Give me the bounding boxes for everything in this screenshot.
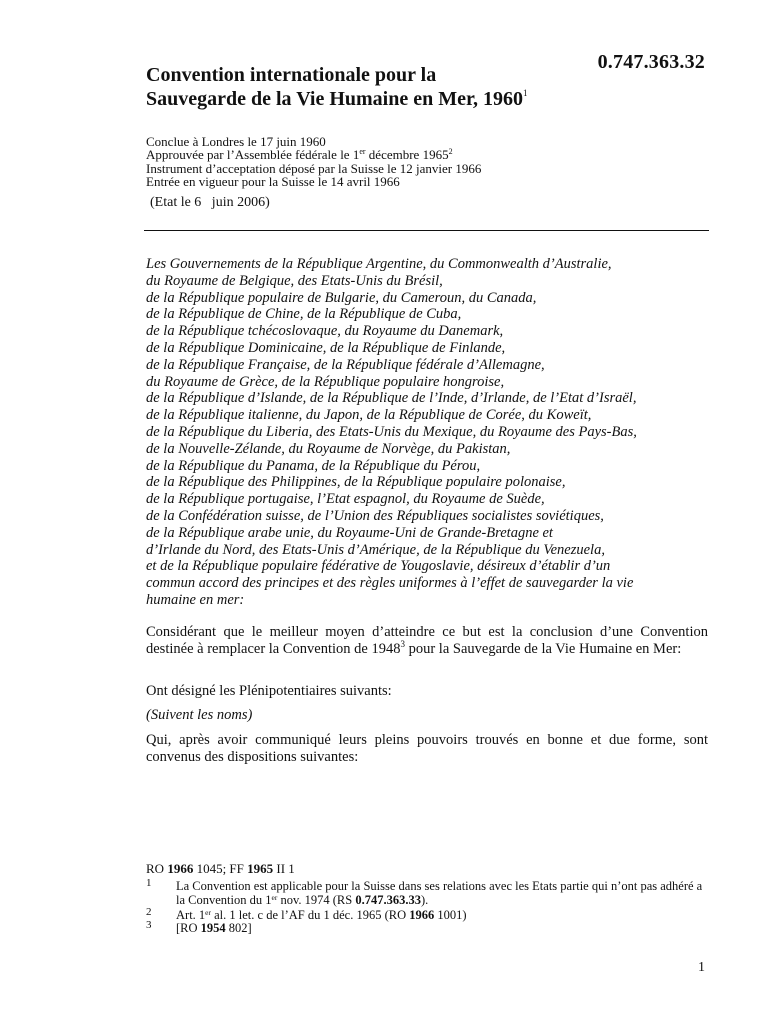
state-date: (Etat le 6 juin 2006): [150, 195, 270, 210]
footnote-text-part: nov. 1974 (RS: [277, 892, 356, 907]
title-line-1: Convention internationale pour la: [146, 64, 437, 86]
approved-ordinal: er: [359, 147, 366, 157]
footnote-text-part: Art. 1: [176, 908, 206, 922]
footnote-ref-1[interactable]: 1: [523, 88, 528, 98]
preamble-line: de la République d’Islande, de la République de l’Inde, d’Irlande, de l’Etat d’Israël,: [146, 390, 637, 407]
publication-reference: [146, 861, 295, 877]
document-title: [146, 63, 616, 111]
ro-prefix: RO: [146, 861, 168, 876]
page-number: 1: [698, 960, 705, 975]
preamble-line: de la République italienne, du Japon, de la République de Corée, du Koweït,: [146, 407, 592, 424]
agreed-paragraph: Qui, après avoir communiqué leurs pleins pouvoirs trouvés en bonne et due forme, sont convenus des dispositions suivantes:: [146, 732, 708, 765]
footnote-number: 1: [146, 877, 152, 889]
preamble-line: de la République portugaise, l’Etat espagnol, du Royaume de Suède,: [146, 491, 545, 508]
footnote-text: [176, 880, 706, 907]
footnote-ordinal: er: [205, 908, 211, 917]
preamble: [146, 256, 716, 609]
preamble-line: humaine en mer:: [146, 591, 245, 608]
footnote-ref-3[interactable]: 3: [400, 639, 405, 649]
instrument-date: Instrument d’acceptation déposé par la Suisse le 12 janvier 1966: [146, 160, 482, 176]
preamble-line: Les Gouvernements de la République Argentine, du Commonwealth d’Australie,: [146, 256, 612, 272]
preamble-line: du Royaume de Grèce, de la République populaire hongroise,: [146, 373, 505, 390]
preamble-line: de la République de Chine, de la République de Cuba,: [146, 306, 462, 323]
preamble-line: de la République des Philippines, de la République populaire polonaise,: [146, 474, 566, 491]
approved-date: [146, 148, 706, 161]
considering-text-end: pour la Sauvegarde de la Vie Humaine en Mer:: [404, 641, 682, 657]
concluded-date: Conclue à Londres le 17 juin 1960: [146, 134, 326, 149]
names-follow-paragraph: (Suivent les noms): [146, 707, 253, 723]
footnote-text-part: 1001): [434, 908, 467, 922]
footnote-number: 2: [146, 906, 152, 918]
footnote-ref-2[interactable]: 2: [448, 147, 453, 157]
preamble-line: de la Nouvelle-Zélande, du Royaume de Norvège, du Pakistan,: [146, 440, 511, 457]
preamble-line: de la République du Panama, de la République du Pérou,: [146, 457, 481, 474]
preamble-line: de la République Française, de la République fédérale d’Allemagne,: [146, 356, 545, 373]
footnote-text-part: al. 1 let. c de l’AF du 1 déc. 1965 (RO: [211, 908, 410, 922]
designated-paragraph: Ont désigné les Plénipotentiaires suivants:: [146, 683, 392, 699]
footnote-text-part: [RO: [176, 921, 201, 935]
footnote-text: [176, 909, 706, 923]
footnote-ordinal: er: [271, 892, 278, 902]
footnote-number: 3: [146, 919, 152, 931]
preamble-line: de la République populaire de Bulgarie, du Cameroun, du Canada,: [146, 289, 537, 306]
ff-year: 1965: [247, 861, 274, 876]
footnote-text: [176, 922, 706, 936]
preamble-line: et de la République populaire fédérative de Yougoslavie, désireux d’établir d’un: [146, 558, 611, 575]
considering-text: Considérant que le meilleur moyen d’atteindre ce but est la conclusion d’une Convention destinée à remplacer la Convention de 1948: [146, 624, 708, 657]
title-line-2-text: Sauvegarde de la Vie Humaine en Mer, 1960: [146, 88, 524, 110]
preamble-line: de la République du Liberia, des Etats-Unis du Mexique, du Royaume des Pays-Bas,: [146, 423, 637, 440]
approved-text-end: décembre 1965: [365, 147, 449, 163]
footnote-text-part: La Convention est applicable pour la Suisse dans ses relations avec les Etats partie qui n’ont pas adhéré a la Convention du 1: [176, 879, 703, 907]
document-dates: [146, 135, 706, 189]
footnote-reference-bold: 1966: [409, 908, 435, 922]
considering-paragraph: [146, 624, 708, 658]
preamble-line: de la République tchécoslovaque, du Royaume du Danemark,: [146, 323, 504, 340]
preamble-line: de la Confédération suisse, de l’Union des Républiques socialistes soviétiques,: [146, 507, 604, 524]
approved-text: Approuvée par l’Assemblée fédérale le 1: [146, 147, 360, 163]
footnote-text-part: ).: [420, 892, 429, 907]
in-force-date: Entrée en vigueur pour la Suisse le 14 avril 1966: [146, 174, 400, 190]
ff-suffix: II 1: [273, 861, 295, 876]
ro-year: 1966: [167, 861, 194, 876]
footnote-reference-bold: 1954: [200, 921, 226, 935]
preamble-line: d’Irlande du Nord, des Etats-Unis d’Amérique, de la République du Venezuela,: [146, 541, 605, 558]
preamble-line: de la République arabe unie, du Royaume-Uni de Grande-Bretagne et: [146, 524, 553, 541]
preamble-line: commun accord des principes et des règles uniformes à l’effet de sauvegarder la vie: [146, 575, 634, 592]
sr-number: 0.747.363.32: [597, 51, 705, 73]
preamble-line: de la République Dominicaine, de la République de Finlande,: [146, 339, 506, 356]
preamble-line: du Royaume de Belgique, des Etats-Unis du Brésil,: [146, 272, 443, 289]
footnote-reference-bold: 0.747.363.33: [355, 892, 421, 907]
title-line-2: [146, 87, 616, 111]
footnote-text-part: 802]: [225, 921, 252, 935]
header-rule: [144, 230, 709, 231]
ro-mid: 1045; FF: [193, 861, 248, 876]
